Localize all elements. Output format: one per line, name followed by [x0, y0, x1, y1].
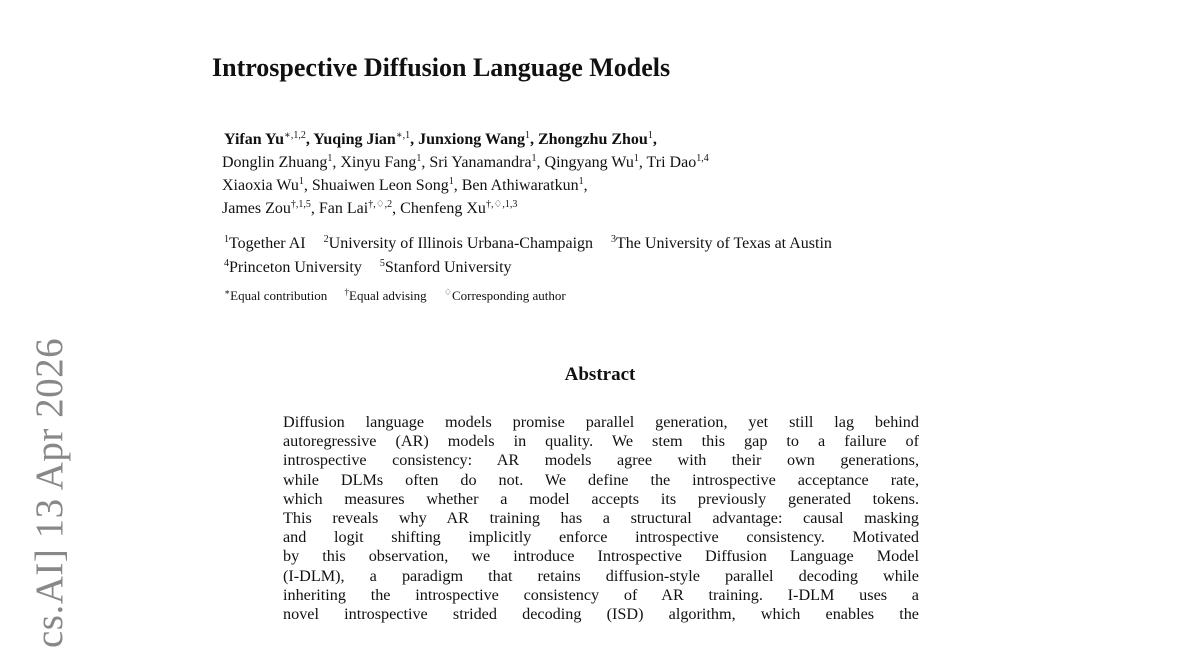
affiliation-name: University of Illinois Urbana-Champaign — [328, 235, 594, 252]
author-name: Yifan Yu — [224, 131, 285, 148]
affiliation-name: Stanford University — [384, 259, 512, 276]
author-affiliation-marks: 1 — [298, 176, 304, 187]
author-notes — [224, 286, 566, 306]
abstract-line: novel introspective strided decoding (ISD) algorithm, which enables the — [283, 604, 919, 623]
note-symbol: † — [344, 287, 349, 297]
author-line-1: Yifan $Yu^{∗,1,2}$, Yuqing Jian$^{∗,1}$, Junxiong Wang$^1$, Zhongzhu Zhou$^1$, — [224, 130, 657, 148]
author-affiliation-marks: 1,4 — [696, 153, 709, 164]
note-text: Corresponding author — [451, 288, 566, 303]
affiliation-row-2 — [224, 256, 832, 280]
affiliation-list — [224, 232, 832, 280]
note-text: Equal contribution — [230, 288, 328, 303]
author-name: Chenfeng Xu — [400, 200, 486, 217]
note-text: Equal advising — [349, 288, 427, 303]
author-line-2: Donglin Zhuang$^1$, Xinyu Fang$^1$, Sri Yanamandra$^1$, Qingyang Wu$^1$, Tri Dao$^{1,4}$ — [222, 153, 709, 171]
affiliation-index: 3 — [611, 234, 617, 245]
author-name: Xinyu Fang — [340, 154, 417, 171]
author-name: Donglin Zhuang — [222, 154, 328, 171]
abstract-line: This reveals why AR training has a structural advantage: causal masking — [283, 508, 919, 527]
author-name: Qingyang Wu — [544, 154, 634, 171]
abstract-line: while DLMs often do not. We define the introspective acceptance rate, — [283, 470, 919, 489]
author-name: Sri Yanamandra — [429, 154, 532, 171]
author-name: Fan Lai — [318, 200, 369, 217]
author-affiliation-marks: 1 — [633, 153, 639, 164]
paper-title: Introspective Diffusion Language Models — [212, 53, 671, 82]
abstract-body — [283, 413, 919, 624]
author-affiliation-marks: 1 — [524, 130, 530, 141]
author-affiliation-marks: †,♢,2 — [368, 199, 393, 210]
author-affiliation-marks: 1 — [647, 130, 653, 141]
note-symbol: ♢ — [443, 287, 452, 297]
affiliation-name: Together AI — [229, 235, 306, 252]
note-symbol: ∗ — [224, 287, 231, 297]
abstract-line: introspective consistency: AR models agree with their own generations, — [283, 451, 919, 470]
author-affiliation-marks: 1 — [416, 153, 422, 164]
affiliation-row-1 — [224, 232, 832, 256]
abstract-line: Diffusion language models promise parallel generation, yet still lag behind — [283, 413, 919, 431]
affiliation-index: 1 — [224, 234, 229, 245]
affiliation-name: The University of Texas at Austin — [616, 235, 832, 252]
author-affiliation-marks: †,1,5 — [290, 199, 311, 210]
author-affiliation-marks: ∗,1 — [395, 130, 411, 141]
abstract-line: inheriting the introspective consistency of AR training. I-DLM uses a — [283, 585, 919, 604]
affiliation-index: 5 — [379, 258, 385, 269]
author-affiliation-marks: 1 — [448, 176, 454, 187]
author-name: Ben Athiwaratkun — [461, 177, 579, 194]
author-name: Shuaiwen Leon Song — [311, 177, 449, 194]
author-line-4: James Zou$^{\dagger,1,5}$, Fan Lai$^{\dagger,♢,2}$, Chenfeng $Xu^{\dagger,♢,1,3}$ — [222, 199, 518, 217]
abstract-heading: Abstract — [564, 364, 636, 385]
affiliation-index: 4 — [224, 258, 229, 269]
author-affiliation-marks: ∗,1,2 — [284, 130, 306, 141]
author-affiliation-marks: 1 — [531, 153, 537, 164]
author-affiliation-marks: 1 — [327, 153, 333, 164]
abstract-line: and logit shifting implicitly enforce introspective consistency. Motivated — [283, 528, 919, 547]
author-affiliation-marks: †,♢,1,3 — [485, 199, 518, 210]
author-list — [224, 128, 709, 220]
author-affiliation-marks: 1 — [578, 176, 584, 187]
author-line-3: Xiaoxia Wu$^1$, Shuaiwen Leon Song$^1$, Ben Athiwaratkun$^1$, — [222, 176, 588, 194]
affiliation-index: 2 — [323, 234, 329, 245]
abstract-line: by this observation, we introduce Introspective Diffusion Language Model — [283, 547, 919, 566]
abstract-line: which measures whether a model accepts its previously generated tokens. — [283, 489, 919, 508]
author-name: James Zou — [222, 200, 291, 217]
author-name: Zhongzhu Zhou — [537, 131, 648, 148]
author-name: Junxiong Wang — [418, 131, 525, 148]
author-name: Tri Dao — [646, 154, 697, 171]
abstract-line: (I-DLM), a paradigm that retains diffusion-style parallel decoding while — [283, 566, 919, 585]
affiliation-name: Princeton University — [229, 259, 362, 276]
abstract-line: autoregressive (AR) models in quality. We stem this gap to a failure of — [283, 432, 919, 451]
author-name: Yuqing Jian — [313, 131, 396, 148]
author-name: Xiaoxia Wu — [222, 177, 299, 194]
arxiv-identifier-stamp: cs.AI] 13 Apr 2026 — [28, 337, 71, 648]
